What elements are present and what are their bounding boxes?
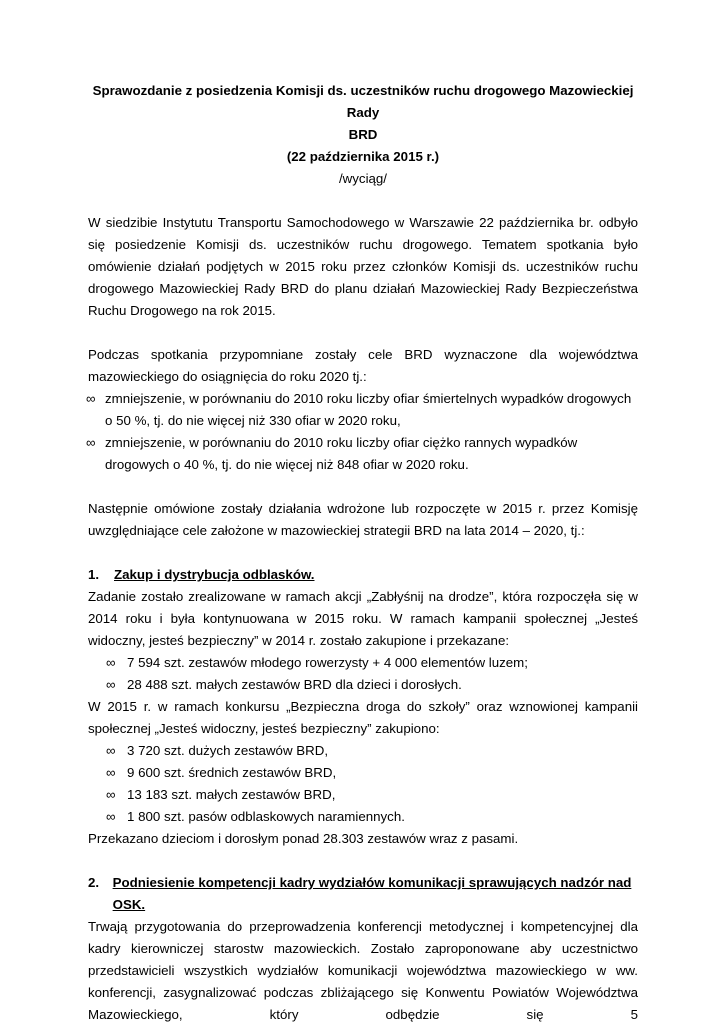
- document-title: [88, 80, 638, 168]
- bullet-icon: ∞: [106, 677, 116, 692]
- title-line-2: BRD: [348, 127, 378, 142]
- goals-list: [88, 388, 638, 476]
- list-item: ∞ 13 183 szt. małych zestawów BRD,: [88, 784, 638, 806]
- document-page: [88, 80, 638, 1026]
- section-1-heading: 1. Zakup i dystrybucja odblasków.: [88, 567, 315, 582]
- bullet-icon: ∞: [106, 743, 116, 758]
- section-1-paragraph-2: W 2015 r. w ramach konkursu „Bezpieczna droga do szkoły” oraz wznowionej kampanii społecznej „Jesteś widoczny, jesteś bezpieczny” zakupiono:: [88, 699, 638, 736]
- list-item: ∞ 28 488 szt. małych zestawów BRD dla dzieci i dorosłych.: [88, 674, 638, 696]
- bullet-icon: ∞: [106, 809, 116, 824]
- bullet-icon: ∞: [86, 435, 96, 450]
- list-item: ∞ zmniejszenie, w porównaniu do 2010 roku liczby ofiar ciężko rannych wypadków drogowych o 40 %, tj. do nie więcej niż 848 ofiar w 2020 roku.: [88, 432, 638, 476]
- bullet-icon: ∞: [106, 765, 116, 780]
- bullet-icon: ∞: [106, 655, 116, 670]
- section-1-paragraph-1: Zadanie zostało zrealizowane w ramach akcji „Zabłyśnij na drodze”, która rozpoczęła się w 2014 roku i była kontynuowana w 2015 roku. W ramach kampanii społecznej „Jesteś widoczny, jesteś bezpieczny” w 2014 r. zostało zakupione i przekazane:: [88, 589, 638, 648]
- extract-label: /wyciąg/: [338, 171, 388, 186]
- bullet-icon: ∞: [106, 787, 116, 802]
- intro-paragraph: W siedzibie Instytutu Transportu Samochodowego w Warszawie 22 października br. odbyło się posiedzenie Komisji ds. uczestników ruchu drogowego. Tematem spotkania było omówienie działań podjętych w 2015 roku przez członków Komisji ds. uczestników ruchu drogowego Mazowieckiej Rady BRD do planu działań Mazowieckiej Rady Bezpieczeństwa Ruchu Drogowego na rok 2015.: [88, 215, 638, 318]
- title-line-1: Sprawozdanie z posiedzenia Komisji ds. uczestników ruchu drogowego Mazowieckiej Rady: [92, 83, 634, 120]
- document-date: (22 października 2015 r.): [286, 149, 440, 164]
- goals-lead: Podczas spotkania przypomniane zostały cele BRD wyznaczone dla województwa mazowieckiego do osiągnięcia do roku 2020 tj.:: [88, 347, 638, 384]
- list-item: ∞ 3 720 szt. dużych zestawów BRD,: [88, 740, 638, 762]
- section-2-heading: 2. Podniesienie kompetencji kadry wydziałów komunikacji sprawujących nadzór nad OSK.: [88, 875, 632, 912]
- section-1-list-2: [88, 740, 638, 828]
- list-item: ∞ 7 594 szt. zestawów młodego rowerzysty + 4 000 elementów luzem;: [88, 652, 638, 674]
- section-1-list-1: [88, 652, 638, 696]
- list-item: ∞ zmniejszenie, w porównaniu do 2010 roku liczby ofiar śmiertelnych wypadków drogowych o 50 %, tj. do nie więcej niż 330 ofiar w 2020 roku,: [88, 388, 638, 432]
- section-1-paragraph-3: Przekazano dzieciom i dorosłym ponad 28.303 zestawów wraz z pasami.: [88, 831, 519, 846]
- list-item: ∞ 1 800 szt. pasów odblaskowych naramiennych.: [88, 806, 638, 828]
- next-paragraph: Następnie omówione zostały działania wdrożone lub rozpoczęte w 2015 r. przez Komisję uwzględniające cele założone w mazowieckiej strategii BRD na lata 2014 – 2020, tj.:: [88, 501, 638, 538]
- section-2-paragraph: Trwają przygotowania do przeprowadzenia konferencji metodycznej i kompetencyjnej dla kadry kierowniczej starostw mazowieckich. Zostało zaproponowane aby uczestnictwo przedstawicieli wszystkich wydziałów komunikacji województwa mazowieckiego w ww. konferencji, zasygnalizować podczas zbliżającego się Konwentu Powiatów Województwa Mazowieckiego, który odbędzie się 5: [88, 919, 638, 1022]
- list-item: ∞ 9 600 szt. średnich zestawów BRD,: [88, 762, 638, 784]
- bullet-icon: ∞: [86, 391, 96, 406]
